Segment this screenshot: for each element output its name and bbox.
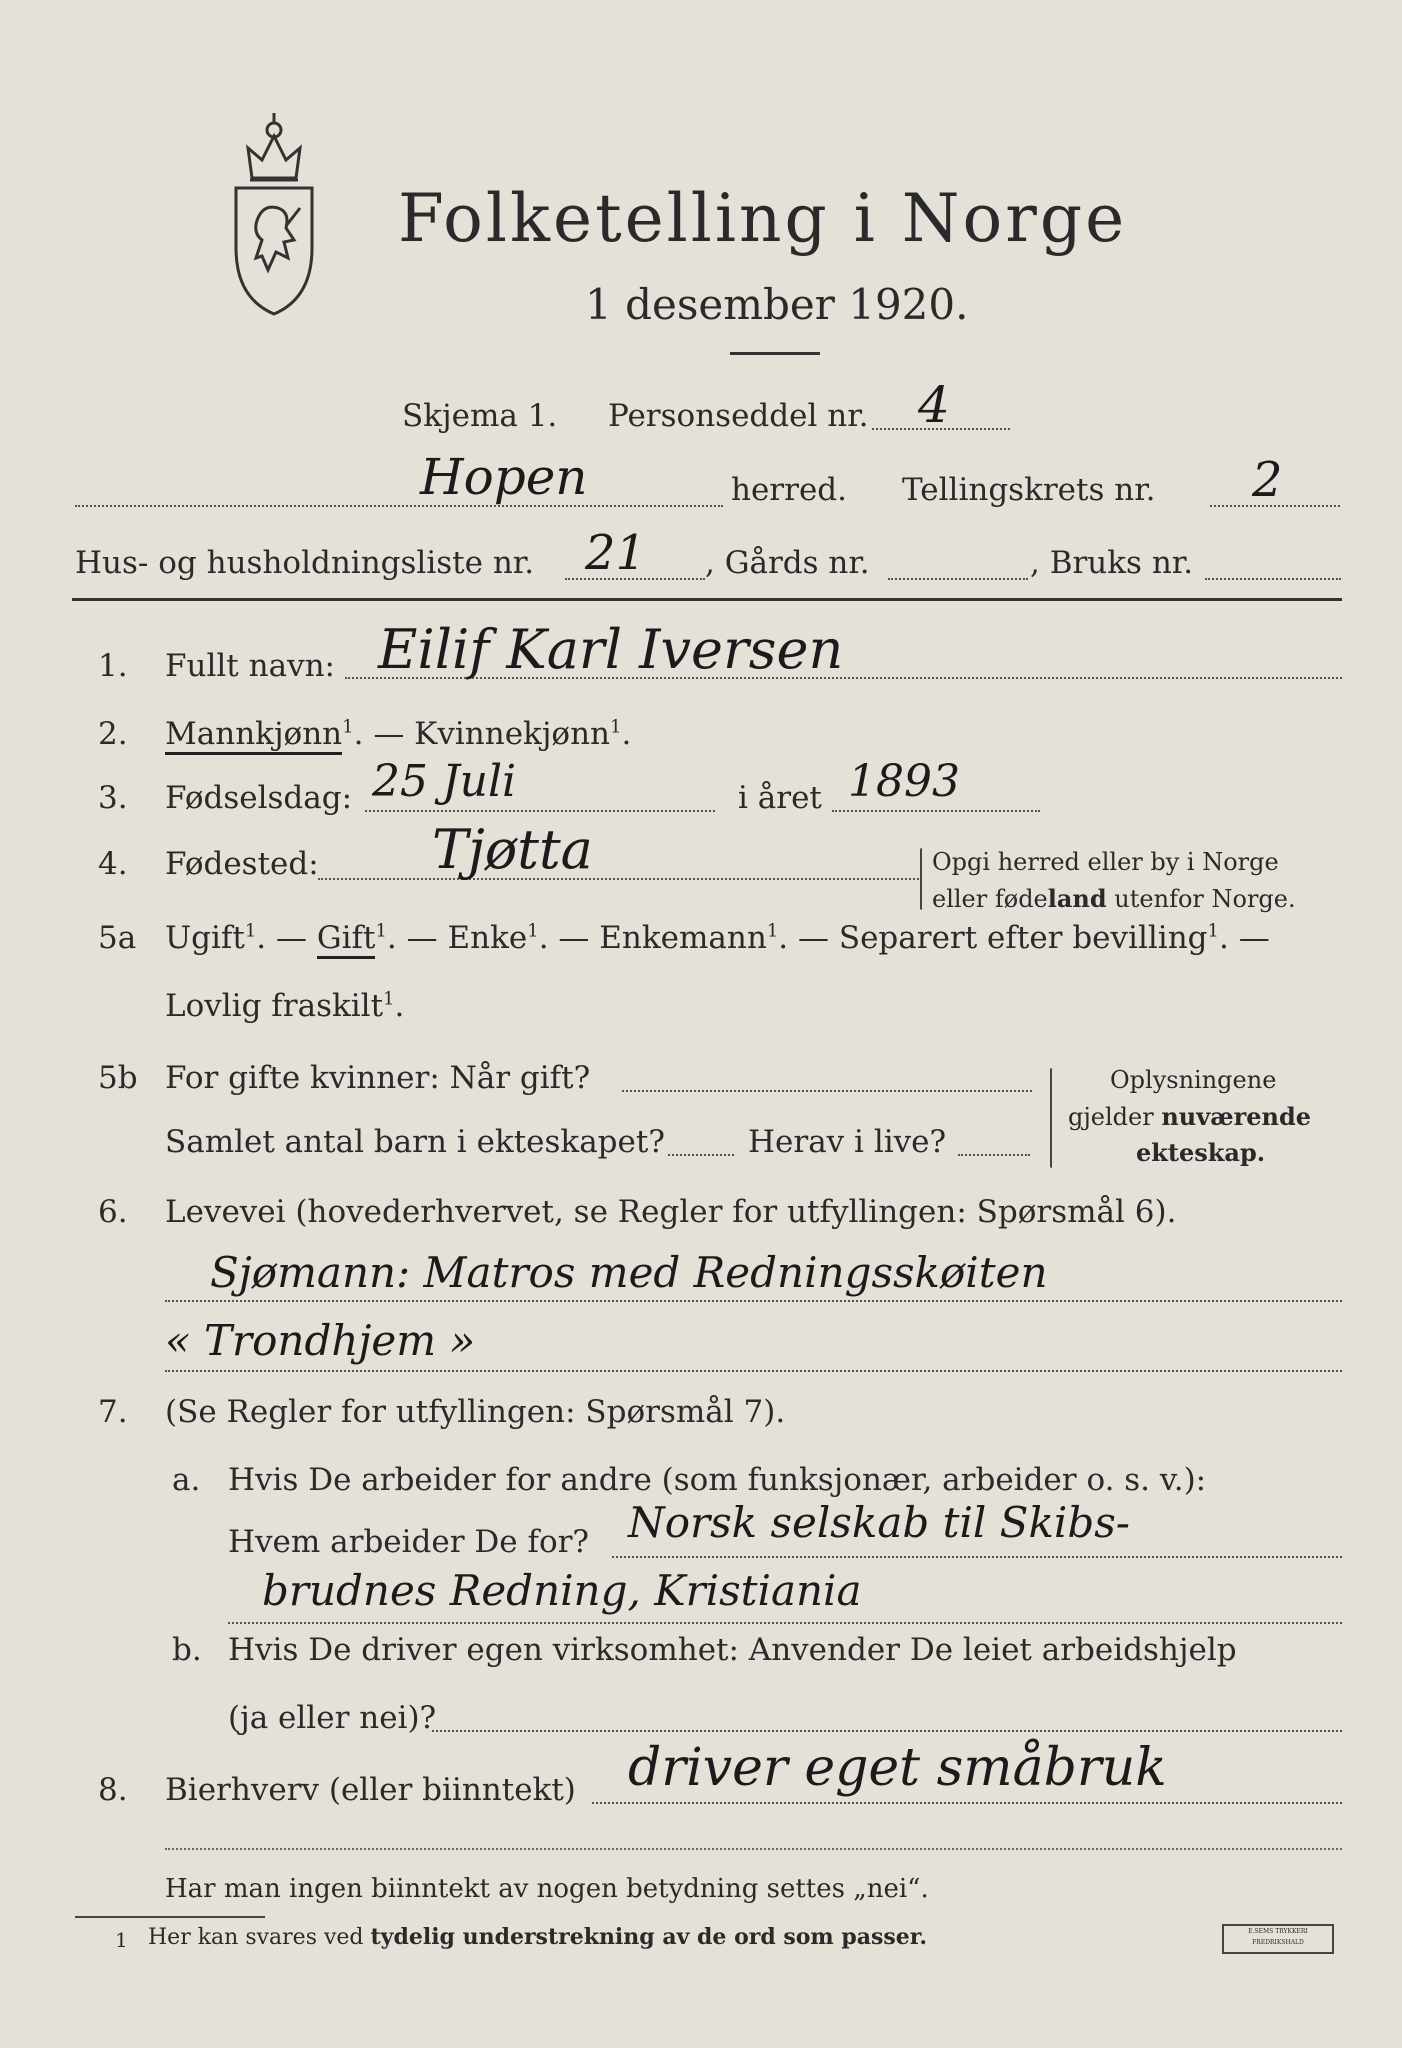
q4-label: Fødested: (165, 846, 319, 882)
q8-dots (592, 1802, 1342, 1804)
herred-value: Hopen (420, 448, 588, 506)
q3-number: 3. (98, 780, 128, 816)
q7a-who-label: Hvem arbeider De for? (228, 1524, 590, 1560)
q4-dots (318, 878, 922, 880)
census-date: 1 desember 1920. (585, 280, 969, 329)
q5b-note-line3: ekteskap. (1136, 1138, 1266, 1167)
q6-label: Levevei (hovederhvervet, se Regler for utfyllingen: Spørsmål 6). (165, 1194, 1177, 1230)
q7a-employer-line2: brudnes Redning, Kristiania (262, 1566, 862, 1615)
q7a-employer-line1: Norsk selskab til Skibs- (628, 1498, 1130, 1547)
q3-birthday: 25 Juli (372, 756, 517, 807)
footnote-text: Her kan svares ved tydelig understrekning av de ord som passer. (148, 1924, 928, 1950)
q3-dots (365, 810, 715, 812)
q6-value-line2: « Trondhjem » (165, 1316, 476, 1365)
norway-coat-of-arms-icon (228, 108, 320, 318)
q7a-letter: a. (172, 1462, 201, 1498)
q5b-dots (622, 1090, 1032, 1092)
form-title: Folketelling i Norge (398, 180, 1128, 257)
footnote-mark: 1 (115, 1928, 128, 1952)
personseddel-label: Personseddel nr. (608, 398, 869, 434)
q8-label: Bierhverv (eller biinntekt) (165, 1772, 576, 1808)
q6-dots-1 (165, 1300, 1342, 1302)
hus-value: 21 (585, 525, 647, 581)
note-text: Har man ingen biinntekt av nogen betydning settes „nei“. (165, 1874, 929, 1904)
q2-number: 2. (98, 716, 128, 752)
hus-label: Hus- og husholdningsliste nr. (75, 545, 535, 581)
q7b-label: Hvis De driver egen virksomhet: Anvender De leiet arbeidshjelp (228, 1632, 1237, 1668)
personseddel-value: 4 (918, 376, 950, 434)
q8-extra-dots (165, 1848, 1342, 1850)
q7a-label: Hvis De arbeider for andre (som funksjonær, arbeider o. s. v.): (228, 1462, 1207, 1498)
q6-value-line1: Sjømann: Matros med Redningsskøiten (210, 1248, 1048, 1297)
q2-text: Mannkjønn$^1$. — Kvinnekjønn$^1$. (165, 716, 631, 752)
q5b-barn-label: Samlet antal barn i ekteskapet? (165, 1124, 665, 1160)
q3-year-label: i året (738, 780, 822, 816)
q7b-label-2: (ja eller nei)? (228, 1700, 437, 1736)
q8-number: 8. (98, 1772, 128, 1808)
q4-brace (920, 848, 922, 910)
q7-label: (Se Regler for utfyllingen: Spørsmål 7). (165, 1394, 786, 1430)
q8-value: driver eget småbruk (628, 1738, 1167, 1798)
q5b-brace (1050, 1068, 1052, 1168)
q3-year-dots (832, 810, 1040, 812)
footnote-rule (75, 1916, 265, 1918)
bruks-dots (1205, 578, 1341, 580)
q4-number: 4. (98, 846, 128, 882)
q5b-live-label: Herav i live? (748, 1124, 947, 1160)
q5a-options: Ugift$^1$. — Gift$^1$. — Enke$^1$. — Enkemann$^1$. — Separert efter bevilling$^1$. — (165, 920, 1270, 956)
herred-dots (75, 505, 723, 507)
q5b-label: For gifte kvinner: Når gift? (165, 1060, 591, 1096)
gards-dots (888, 578, 1028, 580)
q1-number: 1. (98, 648, 128, 684)
q7a-dots-1 (612, 1556, 1342, 1558)
q6-dots-2 (165, 1370, 1342, 1372)
printer-stamp: E.SEMS TRYKKERI FREDRIKSHALD (1222, 1924, 1334, 1954)
q6-number: 6. (98, 1194, 128, 1230)
q2-male-underlined: Mannkjønn (165, 716, 342, 755)
q7-number: 7. (98, 1394, 128, 1430)
q5b-number: 5b (98, 1060, 138, 1096)
q4-note-line1: Opgi herred eller by i Norge (932, 848, 1279, 876)
q7a-dots-2 (228, 1622, 1342, 1624)
q5b-live-dots (958, 1154, 1030, 1156)
tellingskrets-value: 2 (1252, 452, 1283, 508)
gards-label: , Gårds nr. (705, 545, 870, 581)
q5a-lovlig: Lovlig fraskilt$^1$. (165, 988, 405, 1024)
q4-note-line2: eller fødeland utenfor Norge. (932, 884, 1296, 913)
bruks-label: , Bruks nr. (1030, 545, 1194, 581)
q5a-number: 5a (98, 920, 137, 956)
q5b-barn-dots (668, 1154, 734, 1156)
q4-birthplace: Tjøtta (432, 818, 593, 881)
q3-year: 1893 (848, 756, 960, 807)
herred-label: herred. (731, 472, 847, 508)
header-rule (72, 598, 1342, 601)
q7b-letter: b. (172, 1632, 202, 1668)
q5a-gift-underlined: Gift (317, 920, 376, 959)
title-divider (730, 352, 820, 355)
q1-full-name: Eilif Karl Iversen (378, 618, 844, 681)
q7b-dots (432, 1730, 1342, 1732)
q5b-note-line2: gjelder nuværende (1068, 1102, 1312, 1131)
q2-female: Kvinnekjønn (414, 716, 611, 752)
q1-label: Fullt navn: (165, 648, 335, 684)
q3-label: Fødselsdag: (165, 780, 353, 816)
skjema-label: Skjema 1. (402, 398, 558, 434)
tellingskrets-label: Tellingskrets nr. (902, 472, 1156, 508)
q5b-note-line1: Oplysningene (1110, 1066, 1277, 1094)
